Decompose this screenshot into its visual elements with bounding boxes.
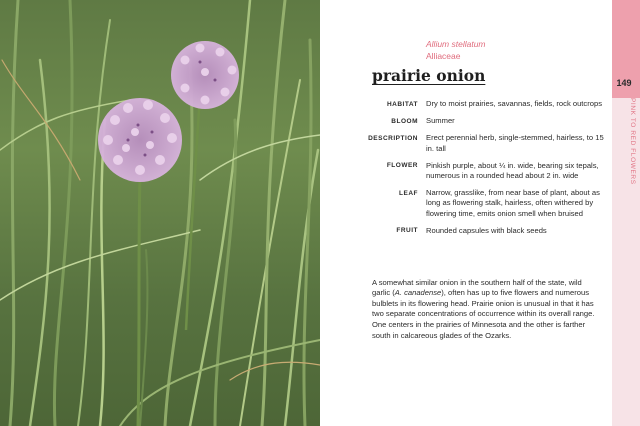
detail-label: HABITAT — [386, 100, 418, 108]
comparison-paragraph — [372, 278, 600, 342]
detail-label: FLOWER — [386, 162, 418, 170]
detail-label: BLOOM — [391, 117, 418, 125]
text-page — [320, 0, 640, 426]
detail-value: Narrow, grasslike, from near base of plant, about as long as flowering stalk, hairless, often withered by flowering time, emits onion smell when bruised — [426, 188, 600, 218]
detail-value: Pinkish purple, about ¼ in. wide, bearing six tepals, numerous in a rounded head about 2 in. wide — [426, 160, 599, 181]
common-name-title: prairie onion — [372, 66, 486, 85]
paragraph-italic-name: A. canadense — [394, 288, 442, 298]
family-name: Alliaceae — [426, 51, 461, 61]
details-list — [360, 99, 612, 243]
detail-row-fruit — [360, 226, 612, 236]
detail-row-leaf — [360, 188, 612, 219]
detail-row-habitat — [360, 99, 612, 109]
page-number: 149 — [616, 78, 632, 88]
detail-value: Erect perennial herb, single-stemmed, hairless, to 15 in. tall — [426, 133, 604, 153]
detail-label: FRUIT — [396, 227, 418, 235]
section-label: PINK TO RED FLOWERS — [629, 98, 636, 185]
paragraph-text-end: ), often has up to five flowers and numerous bulblets in its flowering head. Prairie onion is unusual in that it has two separate concentrations of occurrence within its overall range. One centers in the prairies of Minnesota and the other is farther south in calcareous glades of the Ozarks. — [372, 288, 595, 340]
detail-label: DESCRIPTION — [368, 134, 418, 142]
scientific-name: Allium stellatum — [426, 39, 486, 49]
section-tab — [612, 0, 640, 426]
detail-row-description — [360, 133, 612, 153]
paragraph-text-start: A somewhat similar onion in the southern half of the state, wild garlic ( — [372, 277, 582, 298]
detail-value: Rounded capsules with black seeds — [426, 225, 547, 235]
scientific-heading — [426, 38, 486, 62]
detail-label: LEAF — [399, 189, 418, 197]
detail-row-bloom — [360, 116, 612, 126]
detail-value: Dry to moist prairies, savannas, fields, rock outcrops — [426, 99, 602, 108]
detail-value: Summer — [426, 116, 455, 126]
detail-row-flower — [360, 161, 612, 181]
